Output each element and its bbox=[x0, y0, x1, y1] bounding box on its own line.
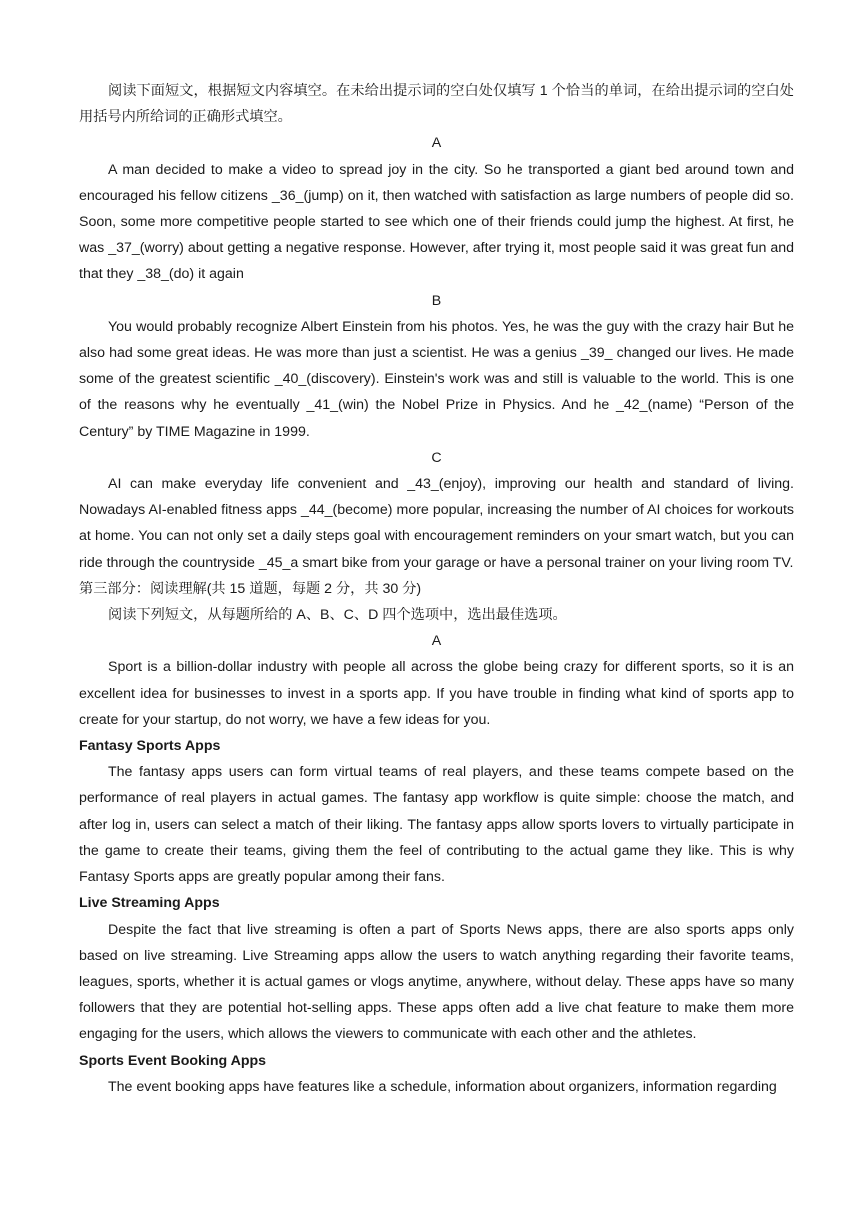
instruction-fill-blanks: 阅读下面短文，根据短文内容填空。在未给出提示词的空白处仅填写 1 个恰当的单词，在给出提示词的空白处用括号内所给词的正确形式填空。 bbox=[79, 83, 794, 126]
heading-live-streaming: Live Streaming Apps bbox=[79, 895, 220, 912]
reading-intro: Sport is a billion-dollar industry with people all across the globe being crazy for different sports, so it is an excellent idea for businesses to invest in a sports app. If you have trouble in finding what kind of sports app to create for your startup, do not worry, we have a few ideas for you. bbox=[79, 659, 794, 728]
reading-a-label: A bbox=[431, 633, 442, 650]
section-a-label: A bbox=[431, 135, 442, 152]
heading-event-booking: Sports Event Booking Apps bbox=[79, 1052, 267, 1069]
passage-b: You would probably recognize Albert Einstein from his photos. Yes, he was the guy with the crazy hair But he also had some great ideas. He was more than just a scientist. He was a genius _39_ changed our lives. He made some of the greatest scientific _40_(discovery). Einstein's work was and still is valuable to the world. This is one of the reasons why he eventually _41_(win) the Nobel Prize in Physics. And he _42_(name) “Person of the Century” by TIME Magazine in 1999. bbox=[79, 318, 794, 440]
part-three-title: 第三部分：阅读理解(共 15 道题，每题 2 分，共 30 分) bbox=[79, 580, 422, 597]
heading-fantasy-sports: Fantasy Sports Apps bbox=[79, 738, 221, 755]
paragraph-fantasy-sports: The fantasy apps users can form virtual teams of real players, and these teams compete based on the performance of real players in actual games. The fantasy app workflow is quite simple: choose the match, and after log in, users can select a match of their liking. The fantasy apps allow sports lovers to virtually participate in the game to create their teams, giving them the feel of contributing to the actual game they like. This is why Fantasy Sports apps are greatly popular among their fans. bbox=[79, 764, 794, 886]
section-b-label: B bbox=[431, 292, 442, 309]
passage-a: A man decided to make a video to spread joy in the city. So he transported a giant bed around town and encouraged his fellow citizens _36_(jump) on it, then watched with satisfaction as large numbers of people did so. Soon, some more competitive people started to see which one of their friends could jump the highest. At first, he was _37_(worry) about getting a negative response. However, after trying it, most people said it was great fun and that they _38_(do) it again bbox=[79, 161, 794, 283]
document-page bbox=[79, 78, 794, 1100]
paragraph-live-streaming: Despite the fact that live streaming is often a part of Sports News apps, there are also sports apps only based on live streaming. Live Streaming apps allow the users to watch anything regarding their favorite teams, leagues, sports, whether it is actual games or vlogs anytime, anywhere, without delay. These apps have so many followers that they are potential hot-selling apps. These apps often add a live chat feature to make them more engaging for the users, which allows the viewers to communicate with each other and the athletes. bbox=[79, 921, 794, 1043]
paragraph-event-booking: The event booking apps have features like a schedule, information about organizers, information regarding bbox=[108, 1078, 777, 1095]
section-c-label: C bbox=[431, 449, 442, 466]
passage-c: AI can make everyday life convenient and _43_(enjoy), improving our health and standard of living. Nowadays AI-enabled fitness apps _44_(become) more popular, increasing the number of AI choices for workouts at home. You can not only set a daily steps goal with encouragement reminders on your smart watch, but you can ride through the countryside _45_a smart bike from your garage or have a personal trainer on your living room TV. bbox=[79, 476, 794, 571]
instruction-reading: 阅读下列短文，从每题所给的 A、B、C、D 四个选项中，选出最佳选项。 bbox=[108, 607, 567, 624]
